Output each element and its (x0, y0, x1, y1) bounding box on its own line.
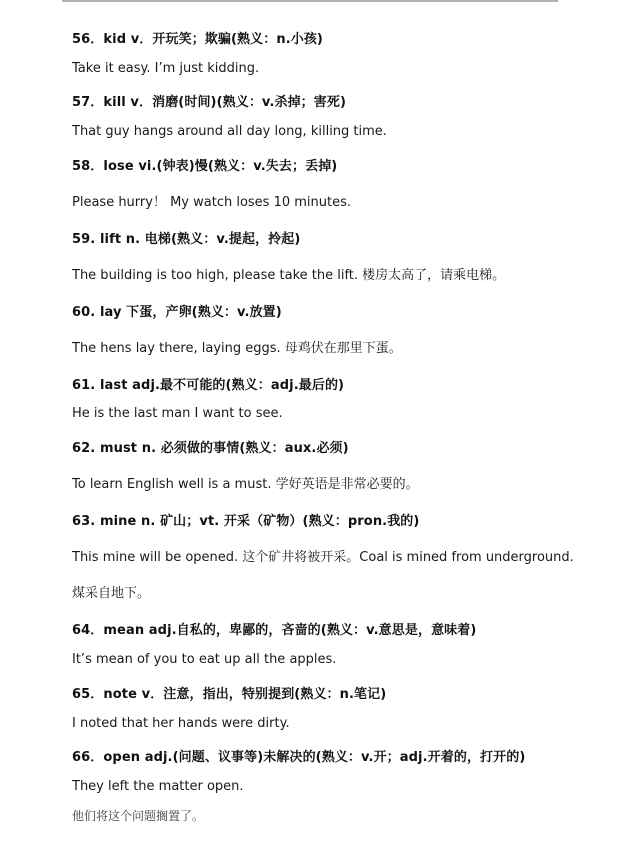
entry-66-heading: 66．open adj.(问题、议事等)未解决的(熟义：v.开；adj.开着的，打开的) (72, 750, 526, 765)
entry-61-example: He is the last man I want to see. (72, 406, 283, 421)
entry-63-example-continued: 煤采自地下。 (72, 586, 151, 601)
top-divider (62, 0, 558, 2)
entry-66-example: They left the matter open. (72, 779, 244, 794)
entry-64-example: It’s mean of you to eat up all the apples. (72, 652, 337, 667)
entry-63-example: This mine will be opened. 这个矿井将被开采。Coal is mined from underground. (72, 550, 574, 565)
entry-56-example: Take it easy. I’m just kidding. (72, 61, 260, 76)
entry-58-example: Please hurry！ My watch loses 10 minutes. (72, 195, 352, 210)
entry-64-heading: 64．mean adj.自私的，卑鄙的，吝啬的(熟义：v.意思是，意味着) (72, 623, 477, 638)
entry-59-heading: 59. lift n. 电梯(熟义：v.提起，拎起) (72, 232, 301, 247)
entry-62-heading: 62. must n. 必须做的事情(熟义：aux.必须) (72, 441, 349, 456)
entry-58-heading: 58．lose vi.(钟表)慢(熟义：v.失去；丢掉) (72, 159, 338, 174)
entry-57-heading: 57．kill v．消磨(时间)(熟义：v.杀掉；害死) (72, 95, 347, 110)
entry-59-example: The building is too high, please take the lift. 楼房太高了，请乘电梯。 (72, 268, 506, 283)
entry-65-heading: 65．note v．注意，指出，特别提到(熟义：n.笔记) (72, 687, 387, 702)
entry-65-example: I noted that her hands were dirty. (72, 716, 290, 731)
entry-60-heading: 60. lay 下蛋，产卵(熟义：v.放置) (72, 305, 282, 320)
entry-61-heading: 61. last adj.最不可能的(熟义：adj.最后的) (72, 378, 345, 393)
entry-60-example: The hens lay there, laying eggs. 母鸡伏在那里下蛋。 (72, 341, 402, 356)
entry-63-heading: 63. mine n. 矿山；vt. 开采（矿物）(熟义：pron.我的) (72, 514, 420, 529)
entry-62-example: To learn English well is a must. 学好英语是非常必要的。 (72, 477, 419, 492)
entry-56-heading: 56．kid v．开玩笑；欺骗(熟义：n.小孩) (72, 32, 323, 47)
entry-57-example: That guy hangs around all day long, killing time. (72, 124, 387, 139)
entry-66-example-continued: 他们将这个问题搁置了。 (72, 809, 205, 823)
